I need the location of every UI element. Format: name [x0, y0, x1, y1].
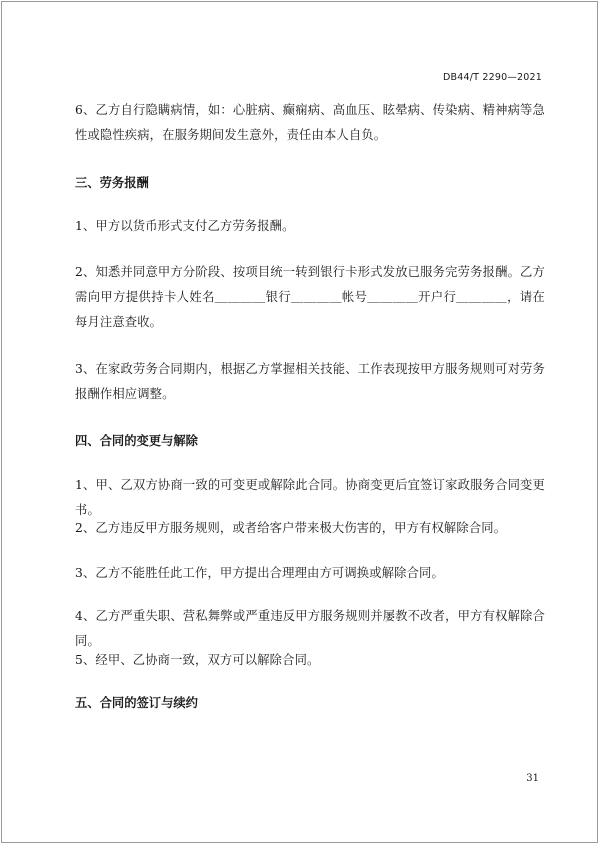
section-4-clause-2: 2、乙方违反甲方服务规则，或者给客户带来极大伤害的，甲方有权解除合同。 — [75, 521, 507, 535]
document-page — [1, 1, 598, 843]
section-4-clause-4: 4、乙方严重失职、营私舞弊或严重违反甲方服务规则并屡教不改者，甲方有权解除合同。 — [75, 609, 545, 648]
page-number: 31 — [526, 773, 539, 784]
section-3-clause-1: 1、甲方以货币形式支付乙方劳务报酬。 — [75, 219, 295, 233]
section-3-clause-2: 2、知悉并同意甲方分阶段、按项目统一转到银行卡形式发放已服务完劳务报酬。乙方需向甲方提供持卡人姓名＿＿＿＿银行＿＿＿＿帐号＿＿＿＿开户行＿＿＿＿，请在每月注意查收。 — [75, 265, 545, 329]
section-4-title: 四、合同的变更与解除 — [75, 434, 198, 448]
section-4-clause-1: 1、甲、乙双方协商一致的可变更或解除此合同。协商变更后宜签订家政服务合同变更书。 — [75, 478, 545, 517]
section-3-title: 三、劳务报酬 — [75, 176, 149, 190]
section-5-title: 五、合同的签订与续约 — [75, 696, 198, 710]
section-4-clause-5: 5、经甲、乙协商一致，双方可以解除合同。 — [75, 653, 320, 667]
document-code: DB44/T 2290—2021 — [443, 72, 542, 83]
section-3-clause-3: 3、在家政劳务合同期内，根据乙方掌握相关技能、工作表现按甲方服务规则可对劳务报酬作相应调整。 — [75, 362, 545, 401]
clause-6: 6、乙方自行隐瞒病情，如：心脏病、癫痫病、高血压、眩晕病、传染病、精神病等急性或隐性疾病，在服务期间发生意外，责任由本人自负。 — [75, 103, 545, 142]
section-4-clause-3: 3、乙方不能胜任此工作，甲方提出合理理由方可调换或解除合同。 — [75, 566, 444, 580]
